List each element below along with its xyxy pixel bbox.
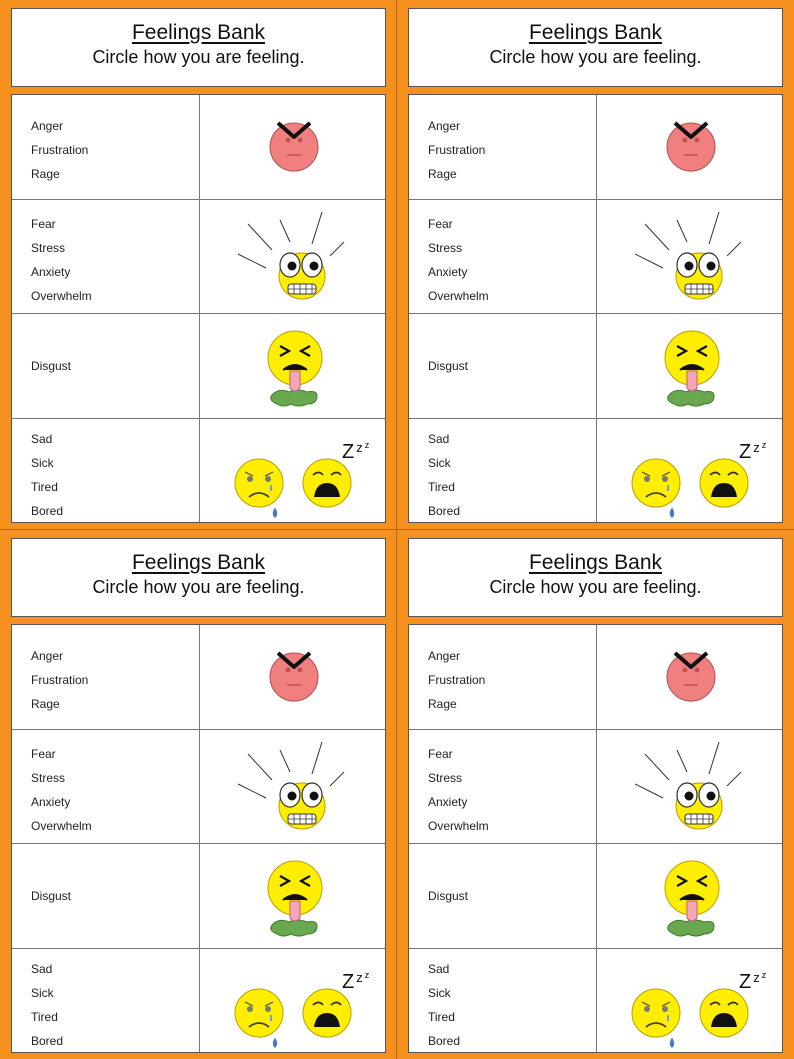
card-instruction: Circle how you are feeling. [92, 577, 305, 597]
disgusted-face-icon[interactable] [263, 328, 327, 413]
feeling-labels [31, 114, 88, 186]
feelings-table [11, 94, 386, 523]
feeling-row[interactable] [409, 843, 782, 948]
feeling-labels [428, 884, 468, 908]
feelings-card [397, 0, 794, 529]
feeling-row[interactable] [12, 729, 385, 843]
feeling-labels [428, 212, 489, 308]
feeling-label[interactable]: Stress [428, 241, 463, 255]
feeling-label[interactable]: Rage [428, 697, 457, 711]
feeling-row[interactable] [12, 843, 385, 948]
feeling-labels [31, 884, 71, 908]
card-header [11, 8, 386, 87]
feeling-label[interactable]: Frustration [428, 673, 486, 687]
feeling-row[interactable] [409, 199, 782, 313]
feeling-labels [31, 354, 71, 378]
feeling-label[interactable]: Sick [31, 456, 54, 470]
feeling-row[interactable] [12, 625, 385, 729]
scared-face-icon[interactable] [234, 740, 354, 841]
feeling-row[interactable] [12, 313, 385, 418]
feeling-label[interactable]: Fear [31, 217, 56, 231]
card-title: Feelings Bank [528, 551, 663, 574]
feeling-label[interactable]: Rage [31, 167, 60, 181]
feeling-row[interactable] [409, 625, 782, 729]
feeling-label[interactable]: Rage [428, 167, 457, 181]
tired-face-icon[interactable] [300, 457, 354, 514]
sleep-letter: Z [342, 441, 355, 463]
scared-face-icon[interactable] [631, 740, 751, 841]
feeling-label[interactable]: Tired [428, 480, 455, 494]
feeling-label[interactable]: Stress [31, 771, 66, 785]
feeling-label[interactable]: Sick [31, 986, 54, 1000]
feeling-label[interactable]: Anxiety [31, 265, 71, 279]
feelings-card [0, 0, 397, 529]
disgusted-face-icon[interactable] [660, 858, 724, 943]
feeling-row[interactable] [12, 948, 385, 1052]
sleep-letter: z [364, 440, 370, 450]
sleep-letter: Z [739, 971, 752, 993]
sleep-z-icon [342, 433, 371, 463]
card-instruction: Circle how you are feeling. [489, 47, 702, 67]
sleep-letter: Z [342, 971, 355, 993]
feeling-row[interactable] [409, 95, 782, 199]
feeling-label[interactable]: Sick [428, 456, 451, 470]
feeling-label[interactable]: Sad [428, 962, 450, 976]
feeling-label[interactable]: Sad [31, 962, 53, 976]
feeling-row[interactable] [409, 313, 782, 418]
feelings-card [0, 530, 397, 1059]
feeling-labels [31, 742, 92, 838]
sleep-letter: z [761, 970, 767, 980]
feeling-labels [428, 114, 485, 186]
feeling-label[interactable]: Anxiety [31, 795, 71, 809]
card-title: Feelings Bank [131, 551, 266, 574]
card-title: Feelings Bank [528, 21, 663, 44]
feeling-label[interactable]: Tired [428, 1010, 455, 1024]
angry-face-icon[interactable] [663, 117, 719, 178]
feeling-label[interactable]: Sad [428, 432, 450, 446]
feeling-label[interactable]: Disgust [31, 359, 72, 373]
feeling-label[interactable]: Overwhelm [428, 819, 489, 833]
sad-face-icon[interactable] [231, 987, 287, 1056]
sad-face-icon[interactable] [628, 457, 684, 526]
feeling-labels [428, 427, 460, 523]
feeling-label[interactable]: Bored [31, 1034, 64, 1048]
feeling-label[interactable]: Frustration [31, 673, 89, 687]
feeling-label[interactable]: Disgust [31, 889, 72, 903]
feeling-labels [428, 742, 489, 838]
feeling-label[interactable]: Frustration [428, 143, 486, 157]
feeling-labels [31, 957, 63, 1053]
feeling-labels [428, 644, 485, 716]
feelings-table [11, 624, 386, 1053]
feeling-label[interactable]: Rage [31, 697, 60, 711]
feelings-table [408, 94, 783, 523]
feeling-label[interactable]: Disgust [428, 359, 469, 373]
sad-face-icon[interactable] [231, 457, 287, 526]
card-instruction: Circle how you are feeling. [489, 577, 702, 597]
feeling-row[interactable] [409, 948, 782, 1052]
card-header [408, 8, 783, 87]
feeling-label[interactable]: Anxiety [428, 265, 468, 279]
feeling-label[interactable]: Stress [31, 241, 66, 255]
feeling-label[interactable]: Bored [428, 1034, 461, 1048]
feeling-label[interactable]: Anger [428, 649, 461, 663]
feeling-label[interactable]: Stress [428, 771, 463, 785]
scared-face-icon[interactable] [234, 210, 354, 311]
angry-face-icon[interactable] [266, 647, 322, 708]
sleep-letter: z [356, 970, 363, 985]
sleep-letter: Z [739, 441, 752, 463]
tired-face-icon[interactable] [697, 987, 751, 1044]
sleep-letter: z [753, 440, 760, 455]
feeling-label[interactable]: Tired [31, 1010, 58, 1024]
tired-face-icon[interactable] [300, 987, 354, 1044]
card-header [11, 538, 386, 617]
feeling-label[interactable]: Fear [428, 217, 453, 231]
sleep-z-icon [739, 433, 768, 463]
feeling-label[interactable]: Fear [428, 747, 453, 761]
feeling-labels [31, 644, 88, 716]
feeling-label[interactable]: Anger [31, 649, 64, 663]
feelings-table [408, 624, 783, 1053]
scared-face-icon[interactable] [631, 210, 751, 311]
feeling-label[interactable]: Overwhelm [428, 289, 489, 303]
feeling-row[interactable] [12, 95, 385, 199]
sleep-letter: z [761, 440, 767, 450]
feeling-labels [31, 212, 92, 308]
feeling-label[interactable]: Fear [31, 747, 56, 761]
feeling-label[interactable]: Overwhelm [31, 819, 92, 833]
feeling-label[interactable]: Sick [428, 986, 451, 1000]
feeling-row[interactable] [12, 199, 385, 313]
feeling-labels [428, 957, 460, 1053]
feeling-row[interactable] [12, 418, 385, 522]
sleep-z-icon [739, 963, 768, 993]
feeling-label[interactable]: Sad [31, 432, 53, 446]
feeling-row[interactable] [409, 729, 782, 843]
sad-face-icon[interactable] [628, 987, 684, 1056]
sleep-letter: z [753, 970, 760, 985]
sleep-letter: z [356, 440, 363, 455]
feeling-label[interactable]: Tired [31, 480, 58, 494]
card-instruction: Circle how you are feeling. [92, 47, 305, 67]
card-title: Feelings Bank [131, 21, 266, 44]
sleep-letter: z [364, 970, 370, 980]
feeling-label[interactable]: Overwhelm [31, 289, 92, 303]
angry-face-icon[interactable] [266, 117, 322, 178]
feeling-label[interactable]: Frustration [31, 143, 89, 157]
feeling-label[interactable]: Bored [428, 504, 461, 518]
tired-face-icon[interactable] [697, 457, 751, 514]
feeling-row[interactable] [409, 418, 782, 522]
feeling-label[interactable]: Bored [31, 504, 64, 518]
feeling-labels [31, 427, 63, 523]
card-header [408, 538, 783, 617]
horizontal-cut-line [0, 529, 794, 530]
feeling-label[interactable]: Anger [31, 119, 64, 133]
angry-face-icon[interactable] [663, 647, 719, 708]
feeling-label[interactable]: Anger [428, 119, 461, 133]
sleep-z-icon [342, 963, 371, 993]
feeling-labels [428, 354, 468, 378]
feelings-card [397, 530, 794, 1059]
disgusted-face-icon[interactable] [263, 858, 327, 943]
feeling-label[interactable]: Anxiety [428, 795, 468, 809]
disgusted-face-icon[interactable] [660, 328, 724, 413]
feeling-label[interactable]: Disgust [428, 889, 469, 903]
